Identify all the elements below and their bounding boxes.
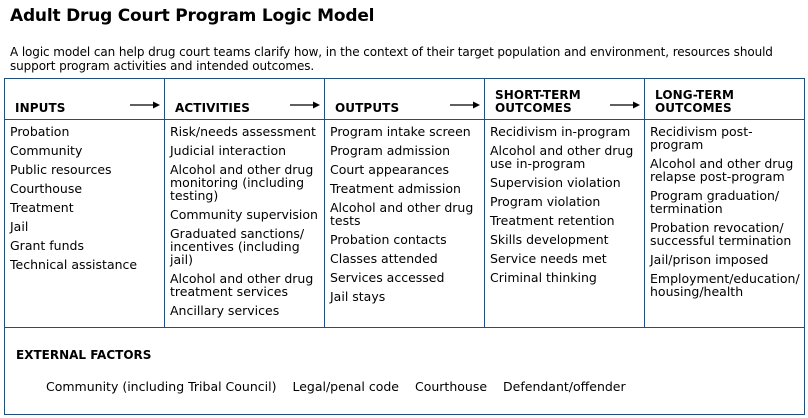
external-factor-item: Courthouse xyxy=(414,379,488,394)
external-factors-panel xyxy=(4,327,805,415)
column-items xyxy=(490,125,640,290)
list-item: Grant funds xyxy=(10,238,84,253)
list-item: Program graduation/ termination xyxy=(650,188,780,216)
list-item: Public resources xyxy=(10,162,112,177)
column-items xyxy=(10,125,160,277)
list-item: Probation contacts xyxy=(330,232,447,247)
list-item: Service needs met xyxy=(490,251,607,266)
arrow-right-icon xyxy=(610,101,640,109)
list-item: Alcohol and other drug relapse post-program xyxy=(650,156,794,184)
column-activities xyxy=(165,79,325,327)
list-item: Alcohol and other drug use in-program xyxy=(490,143,634,171)
list-item: Recidivism in-program xyxy=(490,124,631,139)
list-item: Alcohol and other drug monitoring (including testing) xyxy=(170,162,314,203)
list-item: Criminal thinking xyxy=(490,270,597,285)
column-header xyxy=(5,79,164,120)
column-header xyxy=(325,79,484,120)
column-heading: SHORT-TERM OUTCOMES xyxy=(495,88,581,115)
list-item: Skills development xyxy=(490,232,609,247)
external-factor-item: Legal/penal code xyxy=(292,379,399,394)
list-item: Employment/education/ housing/health xyxy=(650,271,800,299)
list-item: Community supervision xyxy=(170,207,318,222)
list-item: Recidivism post-program xyxy=(650,124,753,152)
list-item: Probation xyxy=(10,124,70,139)
list-item: Treatment admission xyxy=(330,181,461,196)
arrow-right-icon xyxy=(290,101,320,109)
column-long-term-outcomes xyxy=(645,79,804,327)
column-heading: LONG-TERM OUTCOMES xyxy=(655,88,734,115)
list-item: Treatment retention xyxy=(490,213,615,228)
list-item: Program admission xyxy=(330,143,451,158)
column-header xyxy=(645,79,804,120)
list-item: Probation revocation/ successful termination xyxy=(650,220,792,248)
arrow-right-icon xyxy=(450,101,480,109)
column-items xyxy=(650,125,800,304)
list-item: Jail stays xyxy=(330,289,386,304)
list-item: Program violation xyxy=(490,194,601,209)
list-item: Ancillary services xyxy=(170,303,280,318)
column-heading: INPUTS xyxy=(15,101,66,115)
external-factor-item: Defendant/offender xyxy=(503,379,626,394)
logic-model-table xyxy=(4,78,805,328)
list-item: Alcohol and other drug tests xyxy=(330,200,474,228)
external-factors-heading: EXTERNAL FACTORS xyxy=(16,348,152,362)
external-factors-list xyxy=(46,379,642,394)
column-short-term-outcomes xyxy=(485,79,645,327)
list-item: Graduated sanctions/ incentives (including jail) xyxy=(170,226,305,267)
intro-text: A logic model can help drug court teams clarify how, in the context of their target population and environment, resources should support program activities and intended outcomes. xyxy=(10,45,773,73)
page-title: Adult Drug Court Program Logic Model xyxy=(10,6,375,26)
arrow-right-icon xyxy=(130,101,160,109)
list-item: Treatment xyxy=(10,200,74,215)
list-item: Classes attended xyxy=(330,251,438,266)
column-heading: OUTPUTS xyxy=(335,101,400,115)
list-item: Risk/needs assessment xyxy=(170,124,316,139)
list-item: Alcohol and other drug treatment services xyxy=(170,271,314,299)
list-item: Community xyxy=(10,143,83,158)
external-factor-item: Community (including Tribal Council) xyxy=(46,379,277,394)
list-item: Courthouse xyxy=(10,181,83,196)
column-heading: ACTIVITIES xyxy=(175,101,250,115)
column-items xyxy=(170,125,320,323)
list-item: Supervision violation xyxy=(490,175,621,190)
column-header xyxy=(485,79,644,120)
list-item: Jail/prison imposed xyxy=(650,252,769,267)
list-item: Technical assistance xyxy=(10,257,138,272)
list-item: Judicial interaction xyxy=(170,143,287,158)
list-item: Court appearances xyxy=(330,162,449,177)
column-items xyxy=(330,125,480,309)
column-outputs xyxy=(325,79,485,327)
column-inputs xyxy=(5,79,165,327)
list-item: Jail xyxy=(10,219,29,234)
list-item: Program intake screen xyxy=(330,124,471,139)
list-item: Services accessed xyxy=(330,270,445,285)
column-header xyxy=(165,79,324,120)
